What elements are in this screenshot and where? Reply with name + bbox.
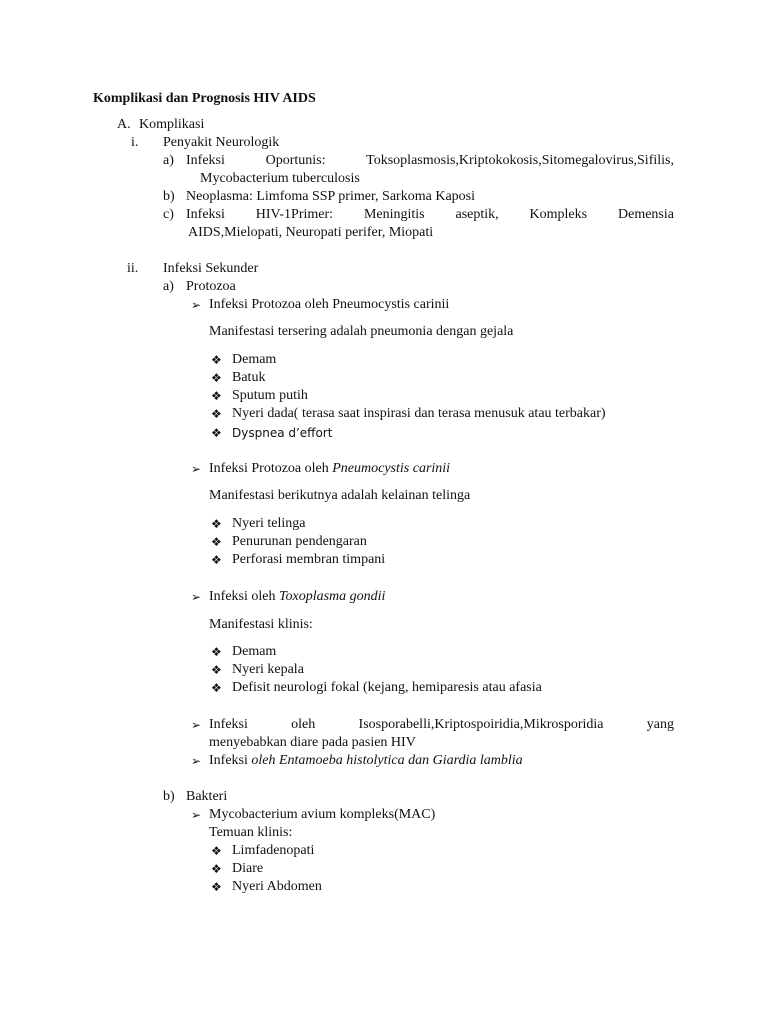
diamond-bullet-icon: ❖ (211, 407, 222, 421)
diamond-bullet-icon: ❖ (211, 681, 222, 695)
item-c-line2: AIDS,Mielopati, Neuropati perifer, Miopati (188, 225, 434, 240)
item-c-word: Meningitis (363, 207, 425, 222)
diamond-bullet-icon: ❖ (211, 535, 222, 549)
p4-word: Infeksi (209, 717, 248, 732)
bakteri-label: Bakteri (186, 789, 228, 804)
diamond-bullet-icon: ❖ (211, 353, 222, 367)
bakteri-marker: b) (163, 789, 175, 804)
p3-heading-italic: Toxoplasma gondii (278, 589, 386, 604)
diamond-bullet-icon: ❖ (211, 862, 222, 876)
arrow-bullet-icon: ➢ (191, 808, 202, 822)
protozoa-marker: a) (163, 279, 174, 294)
item-a-line1 (186, 152, 674, 170)
p4-line1 (209, 716, 674, 734)
p2-intro: Manifestasi berikutnya adalah kelainan telinga (209, 488, 471, 503)
mac-heading: Mycobacterium avium kompleks(MAC) (209, 807, 436, 822)
arrow-bullet-icon: ➢ (191, 590, 202, 604)
p1-bullet: Batuk (232, 370, 266, 385)
p4-word: Isosporabelli,Kriptospoiridia,Mikrosporidia (358, 717, 604, 732)
p1-bullet: Sputum putih (232, 388, 308, 403)
item-a-line2: Mycobacterium tuberculosis (200, 171, 360, 186)
p5-heading-plain: Infeksi (209, 753, 252, 768)
p3-heading-plain: Infeksi oleh (209, 589, 279, 604)
p2-heading (209, 460, 450, 478)
diamond-bullet-icon: ❖ (211, 517, 222, 531)
section-i-label: Penyakit Neurologik (163, 135, 280, 150)
p5-heading-italic: oleh Entamoeba histolytica dan Giardia lamblia (251, 753, 523, 768)
p2-bullet: Perforasi membran timpani (232, 552, 386, 567)
p2-bullet: Nyeri telinga (232, 516, 306, 531)
p4-line2: menyebabkan diare pada pasien HIV (209, 735, 416, 750)
diamond-bullet-icon: ❖ (211, 389, 222, 403)
item-b-marker: b) (163, 189, 175, 204)
section-ii-marker: ii. (127, 261, 139, 276)
item-c-marker: c) (163, 207, 174, 222)
diamond-bullet-icon: ❖ (211, 426, 222, 440)
p1-intro: Manifestasi tersering adalah pneumonia dengan gejala (209, 324, 514, 339)
diamond-bullet-icon: ❖ (211, 645, 222, 659)
item-c-word: Infeksi (186, 207, 225, 222)
item-c-word: Demensia (618, 207, 674, 222)
item-a-word: Oportunis: (265, 153, 326, 168)
diamond-bullet-icon: ❖ (211, 371, 222, 385)
p2-heading-plain: Infeksi Protozoa oleh (209, 461, 333, 476)
mac-intro: Temuan klinis: (209, 825, 293, 840)
section-ii-label: Infeksi Sekunder (163, 261, 259, 276)
arrow-bullet-icon: ➢ (191, 754, 202, 768)
p1-heading: Infeksi Protozoa oleh Pneumocystis carinii (209, 297, 450, 312)
arrow-bullet-icon: ➢ (191, 298, 202, 312)
p5-heading (209, 752, 523, 770)
arrow-bullet-icon: ➢ (191, 462, 202, 476)
item-a-word: Infeksi (186, 153, 225, 168)
diamond-bullet-icon: ❖ (211, 844, 222, 858)
item-b-line1: Neoplasma: Limfoma SSP primer, Sarkoma Kaposi (186, 189, 475, 204)
item-a-marker: a) (163, 153, 174, 168)
section-a-label: Komplikasi (139, 117, 205, 132)
p3-intro: Manifestasi klinis: (209, 617, 313, 632)
arrow-bullet-icon: ➢ (191, 718, 202, 732)
item-c-word: HIV-1Primer: (255, 207, 334, 222)
mac-bullet: Nyeri Abdomen (232, 879, 322, 894)
item-c-word: Kompleks (529, 207, 588, 222)
diamond-bullet-icon: ❖ (211, 553, 222, 567)
p3-bullet: Demam (232, 644, 277, 659)
p4-word: yang (646, 717, 674, 732)
p4-word: oleh (291, 717, 316, 732)
p1-bullet: Nyeri dada( terasa saat inspirasi dan terasa menusuk atau terbakar) (232, 406, 606, 421)
section-i-marker: i. (131, 135, 139, 150)
protozoa-label: Protozoa (186, 279, 236, 294)
p1-bullet: Demam (232, 352, 277, 367)
item-a-word: Toksoplasmosis,Kriptokokosis,Sitomegalovirus,Sifilis, (366, 153, 674, 168)
p3-heading (209, 588, 385, 606)
p3-bullet: Nyeri kepala (232, 662, 304, 677)
p1-bullet: Dyspnea d’effort (232, 426, 333, 440)
mac-bullet: Diare (232, 861, 264, 876)
item-c-word: aseptik, (455, 207, 499, 222)
item-c-line1 (186, 206, 674, 224)
mac-bullet: Limfadenopati (232, 843, 315, 858)
p3-bullet: Defisit neurologi fokal (kejang, hemiparesis atau afasia (232, 680, 542, 695)
p2-heading-italic: Pneumocystis carinii (332, 461, 451, 476)
p2-bullet: Penurunan pendengaran (232, 534, 367, 549)
page-title: Komplikasi dan Prognosis HIV AIDS (93, 91, 316, 106)
diamond-bullet-icon: ❖ (211, 663, 222, 677)
diamond-bullet-icon: ❖ (211, 880, 222, 894)
section-a-marker: A. (117, 117, 131, 132)
